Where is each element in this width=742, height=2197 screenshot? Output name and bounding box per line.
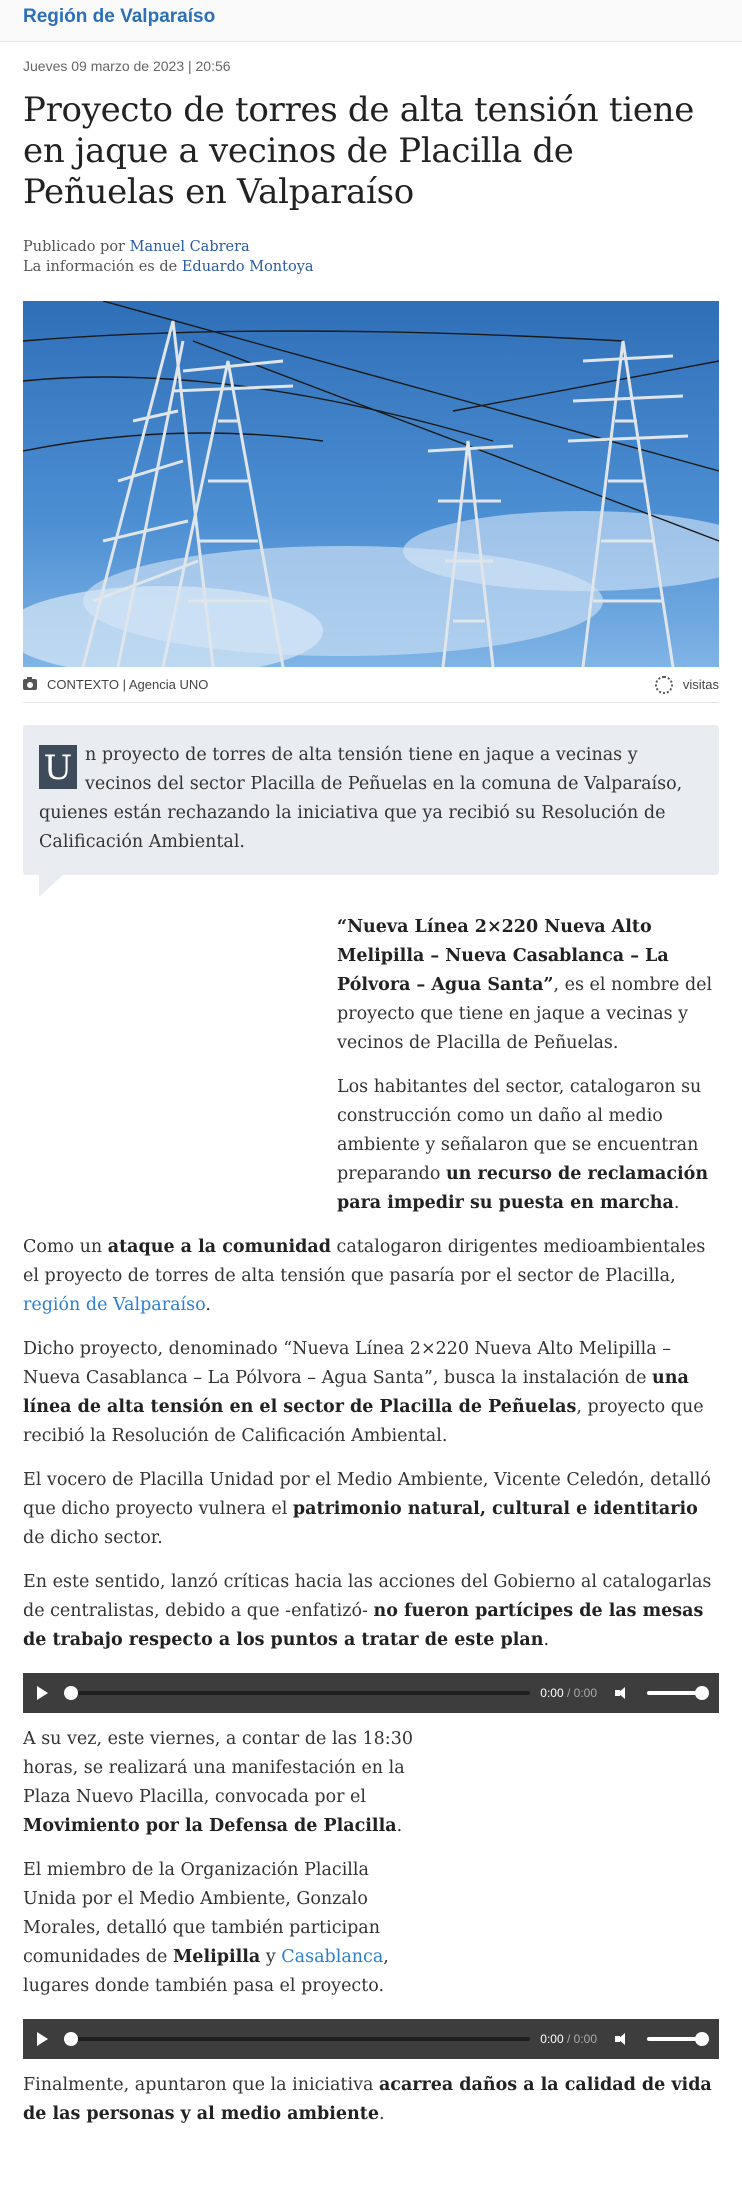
audio-player	[23, 2019, 719, 2059]
article-body	[23, 913, 719, 2129]
region-link[interactable]: región de Valparaíso	[23, 1295, 206, 1315]
byline	[23, 237, 719, 277]
paragraph: Los habitantes del sector, catalogaron su construcción como un daño al medio ambiente y señalaron que se encuentran preparando un recurso de reclamación para impedir su puesta en marcha.	[337, 1077, 709, 1213]
paragraph: “Nueva Línea 2×220 Nueva Alto Melipilla – Nueva Casablanca – La Pólvora – Agua Santa”, es el nombre del proyecto que tiene en jaque a vecinas y vecinos de Placilla de Peñuelas.	[337, 917, 713, 1053]
volume-knob[interactable]	[695, 2032, 709, 2046]
play-icon[interactable]	[37, 1686, 48, 1700]
power-towers-image	[23, 301, 719, 667]
paragraph: Como un ataque a la comunidad catalogaron dirigentes medioambientales el proyecto de torres de alta tensión que pasaría por el sector de Placilla, región de Valparaíso.	[23, 1237, 706, 1315]
published-by	[23, 237, 719, 257]
ad-space	[23, 913, 337, 1193]
audio-progress-bar[interactable]	[66, 1691, 530, 1695]
author-link[interactable]: Manuel Cabrera	[129, 239, 250, 255]
camera-icon	[23, 679, 37, 690]
volume-icon[interactable]	[615, 1687, 629, 1699]
paragraph: A su vez, este viernes, a contar de las 18:30 horas, se realizará una manifestación en la Plaza Nuevo Placilla, convocada por el Movimiento por la Defensa de Placilla.	[23, 1729, 413, 1836]
article	[0, 58, 742, 2129]
paragraph: Finalmente, apuntaron que la iniciativa acarrea daños a la calidad de vida de las personas y al medio ambiente.	[23, 2075, 712, 2124]
audio-time: 0:00 / 0:00	[540, 2031, 597, 2046]
visits-spinner-icon	[655, 676, 673, 694]
volume-icon[interactable]	[615, 2033, 629, 2045]
hero-image	[23, 301, 719, 667]
dropcap: U	[39, 745, 77, 789]
visits-label: visitas	[682, 677, 719, 692]
volume-slider[interactable]	[647, 2037, 705, 2041]
volume-slider[interactable]	[647, 1691, 705, 1695]
image-caption-row	[23, 667, 719, 703]
lead-paragraph	[23, 725, 719, 875]
lead-text: n proyecto de torres de alta tensión tiene en jaque a vecinas y vecinos del sector Placilla de Peñuelas en la comuna de Valparaíso, quienes están rechazando la iniciativa que ya recibió su Resolución de Calificación Ambiental.	[39, 745, 683, 852]
section-link[interactable]: Región de Valparaíso	[23, 6, 216, 27]
progress-knob[interactable]	[64, 1686, 78, 1700]
top-bar	[0, 0, 742, 42]
audio-progress-bar[interactable]	[66, 2037, 530, 2041]
article-date: Jueves 09 marzo de 2023 | 20:56	[23, 58, 231, 74]
casablanca-link[interactable]: Casablanca	[281, 1947, 384, 1967]
source-author-link[interactable]: Eduardo Montoya	[181, 259, 314, 275]
info-prefix: La información es de	[23, 259, 178, 275]
audio-player	[23, 1673, 719, 1713]
published-prefix: Publicado por	[23, 239, 125, 255]
play-icon[interactable]	[37, 2032, 48, 2046]
paragraph: El vocero de Placilla Unidad por el Medio Ambiente, Vicente Celedón, detalló que dicho proyecto vulnera el patrimonio natural, cultural e identitario de dicho sector.	[23, 1470, 711, 1548]
info-source	[23, 257, 719, 277]
image-caption: CONTEXTO | Agencia UNO	[47, 677, 209, 692]
progress-knob[interactable]	[64, 2032, 78, 2046]
volume-knob[interactable]	[695, 1686, 709, 1700]
paragraph: En este sentido, lanzó críticas hacia las acciones del Gobierno al catalogarlas de centralistas, debido a que -enfatizó- no fueron partícipes de las mesas de trabajo respecto a los puntos a tratar de este plan.	[23, 1572, 712, 1650]
paragraph: Dicho proyecto, denominado “Nueva Línea 2×220 Nueva Alto Melipilla – Nueva Casablanca – La Pólvora – Agua Santa”, busca la instalación de una línea de alta tensión en el sector de Placilla de Peñuelas, proyecto que recibió la Resolución de Calificación Ambiental.	[23, 1339, 704, 1446]
audio-time: 0:00 / 0:00	[540, 1685, 597, 1700]
paragraph: El miembro de la Organización Placilla Unida por el Medio Ambiente, Gonzalo Morales, detalló que también participan comunidades de Melipilla y Casablanca, lugares donde también pasa el proyecto.	[23, 1860, 389, 1996]
article-title: Proyecto de torres de alta tensión tiene en jaque a vecinos de Placilla de Peñuelas en Valparaíso	[23, 90, 695, 212]
